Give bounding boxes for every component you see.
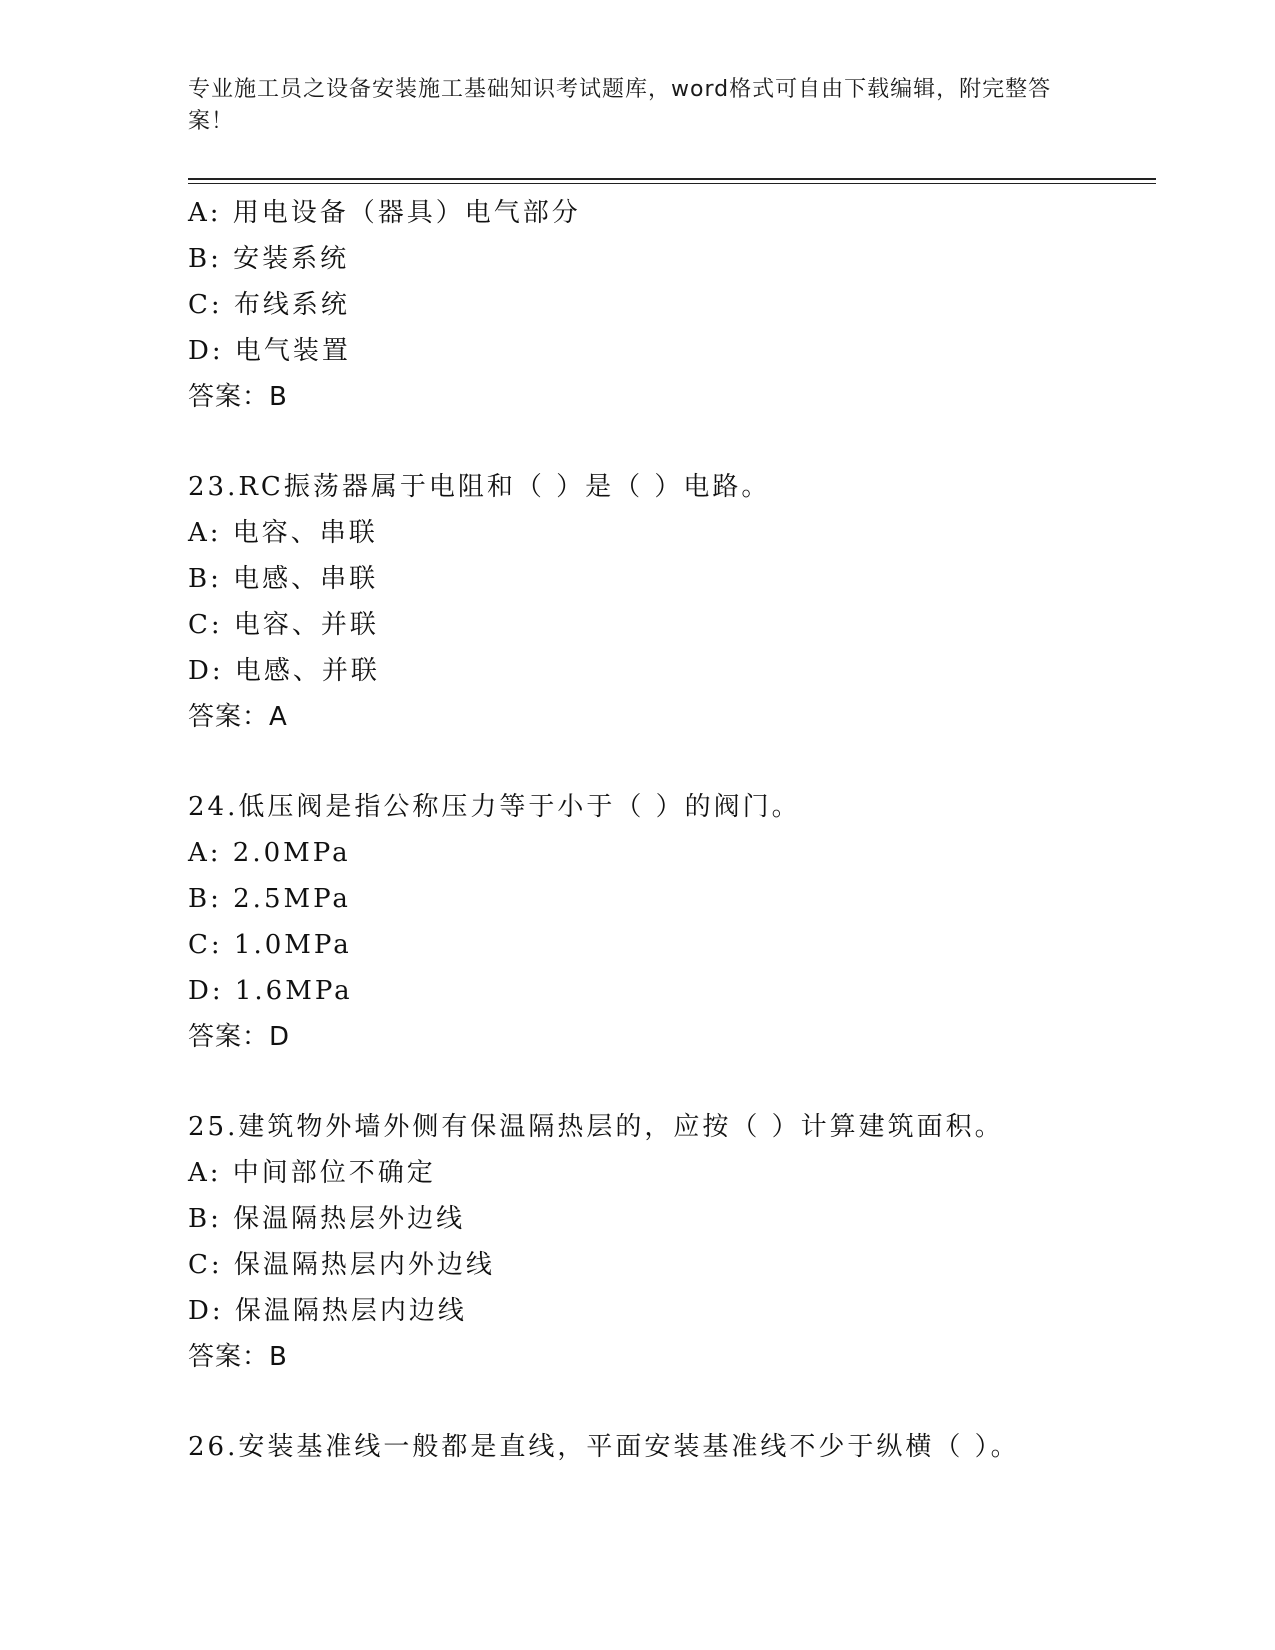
question-22-partial xyxy=(188,190,1156,420)
option-c: C: 布线系统 xyxy=(188,290,350,320)
option-b: B: 2.5MPa xyxy=(188,884,351,914)
option-c: C: 保温隔热层内外边线 xyxy=(188,1250,495,1280)
question-stem: 24.低压阀是指公称压力等于小于（ ）的阀门。 xyxy=(188,792,801,822)
question-stem: 25.建筑物外墙外侧有保温隔热层的，应按（ ）计算建筑面积。 xyxy=(188,1112,1004,1142)
question-26 xyxy=(188,1424,1156,1470)
question-25 xyxy=(188,1104,1156,1380)
option-a: A: 电容、串联 xyxy=(188,518,378,548)
answer-line: 答案：A xyxy=(188,702,288,732)
header-divider-thin xyxy=(188,183,1156,184)
option-a: A: 2.0MPa xyxy=(188,838,351,868)
question-23 xyxy=(188,464,1156,740)
header-divider-thick xyxy=(188,178,1156,180)
option-c: C: 电容、并联 xyxy=(188,610,379,640)
document-header: 专业施工员之设备安装施工基础知识考试题库，word格式可自由下载编辑，附完整答案！ xyxy=(188,77,1052,134)
option-d: D: 电感、并联 xyxy=(188,656,380,686)
question-24 xyxy=(188,784,1156,1060)
option-a: A: 用电设备（器具）电气部分 xyxy=(188,198,581,228)
option-b: B: 安装系统 xyxy=(188,244,350,274)
option-d: D: 电气装置 xyxy=(188,336,351,366)
question-stem: 26.安装基准线一般都是直线，平面安装基准线不少于纵横（ ）。 xyxy=(188,1432,1020,1462)
answer-line: 答案：D xyxy=(188,1022,291,1052)
answer-line: 答案：B xyxy=(188,1342,288,1372)
option-a: A: 中间部位不确定 xyxy=(188,1158,436,1188)
option-c: C: 1.0MPa xyxy=(188,930,352,960)
option-b: B: 保温隔热层外边线 xyxy=(188,1204,466,1234)
option-d: D: 保温隔热层内边线 xyxy=(188,1296,467,1326)
answer-line: 答案：B xyxy=(188,382,288,412)
question-stem: 23.RC振荡器属于电阻和（ ）是（ ）电路。 xyxy=(188,472,771,502)
question-list xyxy=(188,190,1156,1470)
option-d: D: 1.6MPa xyxy=(188,976,353,1006)
option-b: B: 电感、串联 xyxy=(188,564,379,594)
